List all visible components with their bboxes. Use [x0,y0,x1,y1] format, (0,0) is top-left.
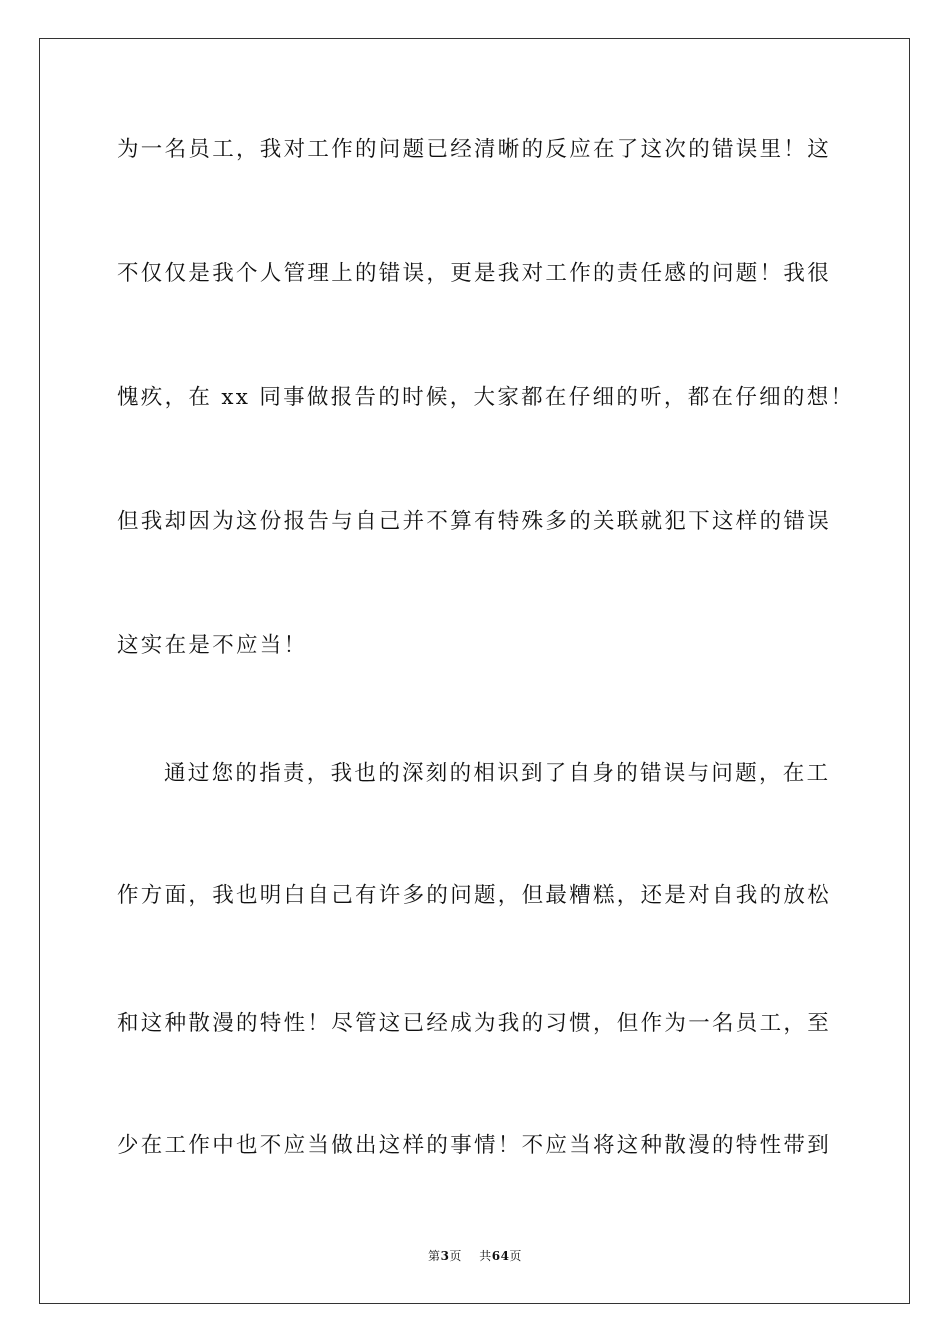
body-text-line-1: 为一名员工，我对工作的问题已经清晰的反应在了这次的错误里！这 [117,137,832,162]
page-border [39,38,910,1304]
footer-total-pages: 64 [491,1249,510,1263]
body-text-line-2: 不仅仅是我个人管理上的错误，更是我对工作的责任感的问题！我很 [117,261,832,286]
page-footer [0,1248,950,1264]
body-text-line-8: 和这种散漫的特性！尽管这已经成为我的习惯，但作为一名员工，至 [117,1011,832,1036]
footer-page-prefix: 第 [428,1249,441,1263]
body-text-line-4: 但我却因为这份报告与自己并不算有特殊多的关联就犯下这样的错误 [117,509,832,534]
footer-total-suffix: 页 [509,1249,522,1263]
footer-total-prefix: 共 [479,1249,492,1263]
body-text-line-3: 愧疚，在 xx 同事做报告的时候，大家都在仔细的听，都在仔细的想！ [117,385,855,410]
paragraph-2-first-line: 通过您的指责，我也的深刻的相识到了自身的错误与问题，在工 [164,761,831,786]
footer-page-suffix: 页 [449,1249,462,1263]
body-text-line-7: 作方面，我也明白自己有许多的问题，但最糟糕，还是对自我的放松 [117,883,832,908]
footer-page-number: 3 [440,1249,450,1263]
body-text-line-5: 这实在是不应当！ [117,633,308,658]
body-text-line-9: 少在工作中也不应当做出这样的事情！不应当将这种散漫的特性带到 [117,1133,832,1158]
